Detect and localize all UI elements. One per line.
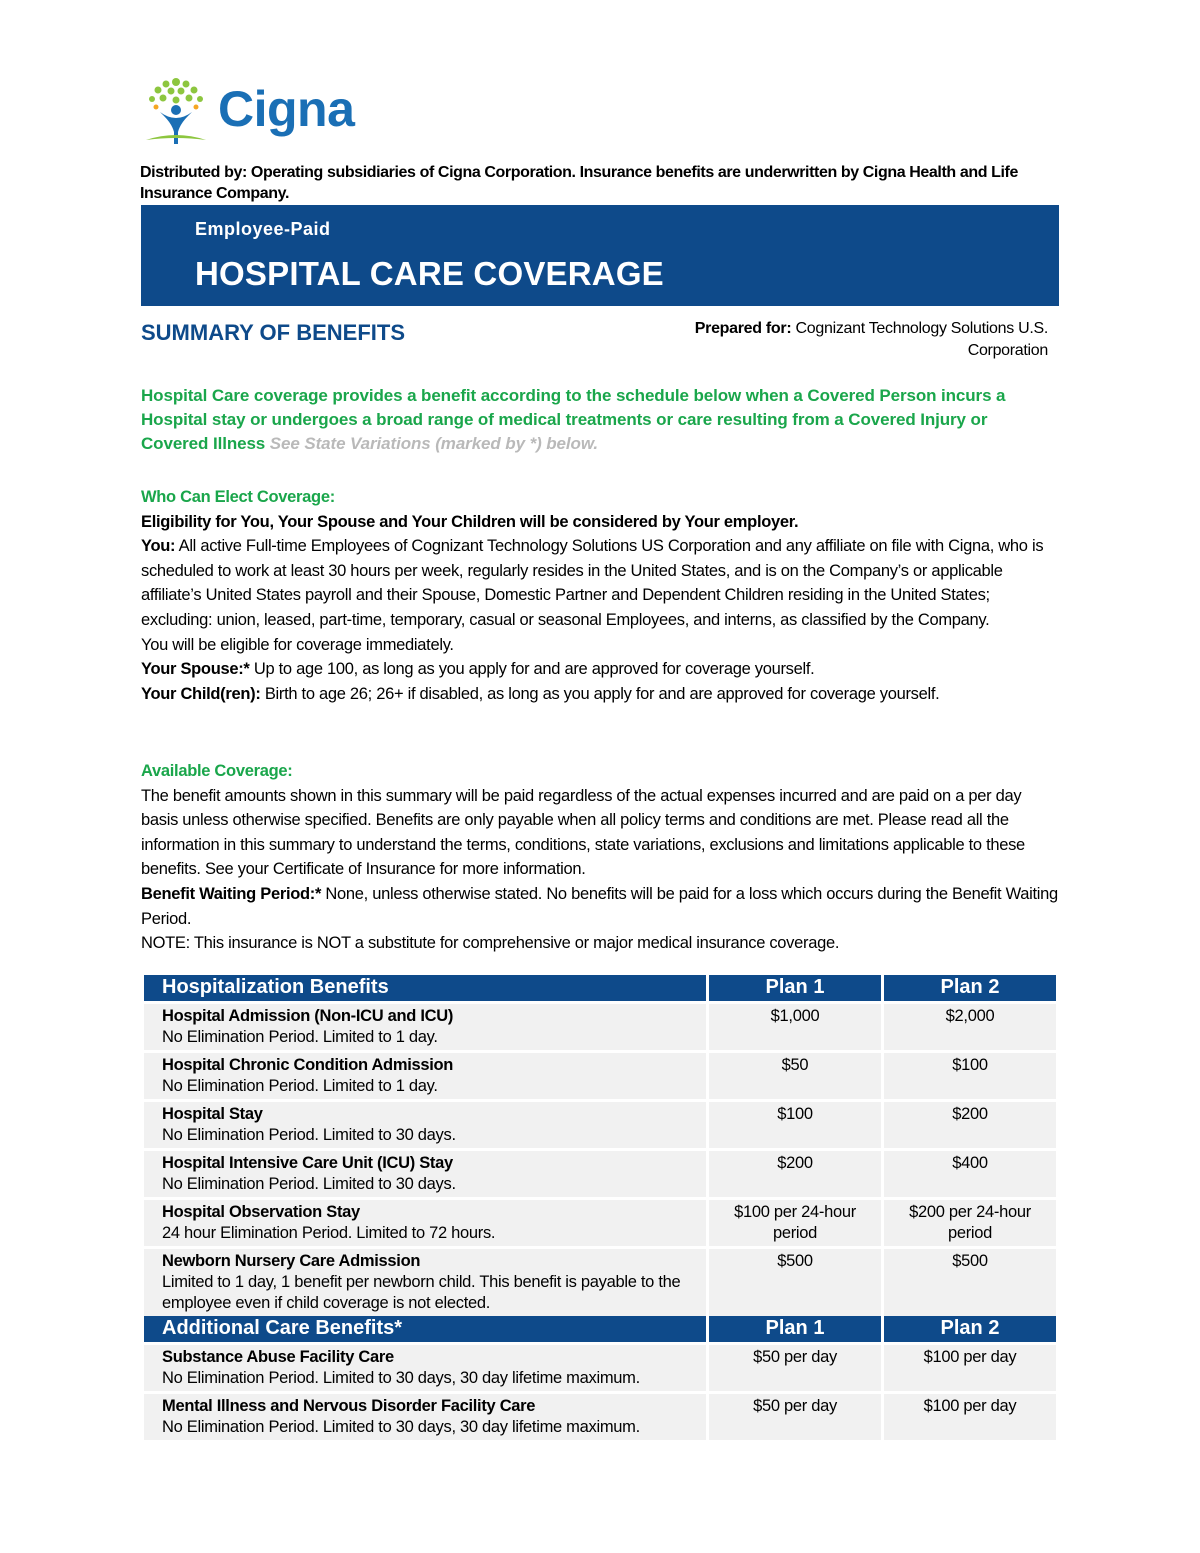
plan2-value: $400 — [884, 1151, 1056, 1197]
intro-note: See State Variations (marked by *) below. — [269, 434, 598, 453]
table-header-row — [144, 975, 1056, 1001]
coverage-note: NOTE: This insurance is NOT a substitute for comprehensive or major medical insurance coverage. — [141, 934, 840, 953]
plan1-header: Plan 1 — [709, 975, 881, 1001]
waiting-period — [141, 882, 1061, 931]
eligibility-immediate: You will be eligible for coverage immediately. — [141, 635, 454, 654]
waiting-label: Benefit Waiting Period:* — [141, 884, 322, 903]
you-label: You: — [141, 537, 176, 556]
benefit-name: Hospital Observation Stay — [162, 1203, 360, 1221]
plan1-value: $500 — [709, 1249, 881, 1316]
plan1-value: $100 — [709, 1102, 881, 1148]
benefit-description: No Elimination Period. Limited to 30 days, 30 day lifetime maximum. — [162, 1369, 640, 1387]
intro-paragraph — [141, 384, 1059, 456]
spouse-label: Your Spouse:* — [141, 660, 250, 679]
plan2-header: Plan 2 — [884, 975, 1056, 1001]
child-text: Birth to age 26; 26+ if disabled, as long as you apply for and are approved for coverage yourself. — [264, 684, 940, 703]
table-row — [144, 1151, 1056, 1197]
plan2-value: $2,000 — [884, 1004, 1056, 1050]
benefit-description: No Elimination Period. Limited to 30 days. — [162, 1175, 456, 1193]
prepared-label: Prepared for: — [694, 320, 792, 337]
additional-header: Additional Care Benefits* — [144, 1316, 706, 1342]
table-row — [144, 1249, 1056, 1316]
eligibility-statement: Eligibility for You, Your Spouse and Your Children will be considered by Your employer. — [141, 512, 799, 531]
benefit-name: Hospital Chronic Condition Admission — [162, 1056, 454, 1074]
eligibility-spouse — [141, 657, 1061, 682]
benefit-cell — [144, 1249, 706, 1316]
benefit-description: No Elimination Period. Limited to 1 day. — [162, 1077, 438, 1095]
benefit-cell — [144, 1053, 706, 1099]
plan1-value: $50 — [709, 1053, 881, 1099]
benefit-name: Hospital Intensive Care Unit (ICU) Stay — [162, 1154, 453, 1172]
benefit-cell — [144, 1200, 706, 1246]
plan2-header: Plan 2 — [884, 1316, 1056, 1342]
available-text: The benefit amounts shown in this summary will be paid regardless of the actual expenses incurred and are paid on a per day basis unless otherwise specified. Benefits are only payable when all policy terms and conditions are met. Please read all the information in this summary to understand the terms, conditions, state variations, exclusions and limitations applicable to these benefits. See your Certificate of Insurance for more information. — [141, 786, 1025, 879]
benefit-name: Substance Abuse Facility Care — [162, 1348, 394, 1366]
hospitalization-table — [141, 972, 1059, 1319]
eligibility-section — [141, 485, 1061, 706]
waiting-text: None, unless otherwise stated. No benefits will be paid for a loss which occurs during the Benefit Waiting Period. — [141, 884, 1058, 928]
plan2-value: $100 — [884, 1053, 1056, 1099]
cigna-logo — [140, 74, 370, 154]
plan2-value: $100 per day — [884, 1345, 1056, 1391]
plan2-value: $100 per day — [884, 1394, 1056, 1440]
table-header-row — [144, 1316, 1056, 1342]
benefit-name: Mental Illness and Nervous Disorder Facility Care — [162, 1397, 536, 1415]
prepared-for — [640, 318, 1048, 362]
benefit-cell — [144, 1151, 706, 1197]
distributed-by-text: Distributed by: Operating subsidiaries of Cigna Corporation. Insurance benefits are underwritten by Cigna Health and Life Insurance Company. — [140, 164, 1018, 202]
plan1-header: Plan 1 — [709, 1316, 881, 1342]
available-heading: Available Coverage: — [141, 762, 293, 780]
banner-subtitle: Employee-Paid — [195, 219, 331, 239]
spouse-text: Up to age 100, as long as you apply for and are approved for coverage yourself. — [253, 660, 815, 679]
benefit-description: No Elimination Period. Limited to 1 day. — [162, 1028, 438, 1046]
benefit-description: No Elimination Period. Limited to 30 days, 30 day lifetime maximum. — [162, 1418, 640, 1436]
eligibility-child — [141, 682, 1061, 707]
you-text: All active Full-time Employees of Cognizant Technology Solutions US Corporation and any affiliate on file with Cigna, who is scheduled to work at least 30 hours per week, regularly resides in the United States, and is on the Company’s or applicable affiliate’s United States payroll and their Spouse, Domestic Partner and Dependent Children residing in the United States; excluding: union, leased, part-time, temporary, casual or seasonal Employees, and interns, as classified by the Company. — [141, 537, 1044, 629]
benefit-cell — [144, 1394, 706, 1440]
available-section — [141, 759, 1061, 956]
benefit-description: 24 hour Elimination Period. Limited to 72 hours. — [162, 1224, 496, 1242]
logo-wordmark: Cigna — [218, 81, 355, 137]
table-row — [144, 1345, 1056, 1391]
plan1-value: $50 per day — [709, 1345, 881, 1391]
title-banner — [141, 205, 1059, 306]
hospitalization-header: Hospitalization Benefits — [144, 975, 706, 1001]
benefit-name: Newborn Nursery Care Admission — [162, 1252, 421, 1270]
summary-title: SUMMARY OF BENEFITS — [141, 320, 406, 345]
plan1-value: $1,000 — [709, 1004, 881, 1050]
benefit-cell — [144, 1102, 706, 1148]
child-label: Your Child(ren): — [141, 684, 261, 703]
plan2-value: $200 — [884, 1102, 1056, 1148]
plan2-value: $200 per 24-hour period — [884, 1200, 1056, 1246]
benefit-cell — [144, 1345, 706, 1391]
benefit-description: No Elimination Period. Limited to 30 days. — [162, 1126, 456, 1144]
benefit-cell — [144, 1004, 706, 1050]
table-row — [144, 1004, 1056, 1050]
table-row — [144, 1053, 1056, 1099]
eligibility-you — [141, 534, 1061, 632]
plan1-value: $200 — [709, 1151, 881, 1197]
table-row — [144, 1200, 1056, 1246]
eligibility-heading: Who Can Elect Coverage: — [141, 488, 335, 506]
plan1-value: $100 per 24-hour period — [709, 1200, 881, 1246]
intro-text: Hospital Care coverage provides a benefit according to the schedule below when a Covered Person incurs a Hospital stay or undergoes a broad range of medical treatments or care resulting from a Covered Injury or Covered Illness — [141, 386, 1006, 453]
additional-table — [141, 1313, 1059, 1443]
plan2-value: $500 — [884, 1249, 1056, 1316]
banner-title: HOSPITAL CARE COVERAGE — [195, 255, 664, 292]
tree-of-life-icon — [140, 74, 212, 150]
benefit-name: Hospital Stay — [162, 1105, 263, 1123]
benefit-name: Hospital Admission (Non-ICU and ICU) — [162, 1007, 454, 1025]
benefit-description: Limited to 1 day, 1 benefit per newborn child. This benefit is payable to the employee even if child coverage is not elected. — [162, 1273, 681, 1312]
table-row — [144, 1394, 1056, 1440]
plan1-value: $50 per day — [709, 1394, 881, 1440]
prepared-value: Cognizant Technology Solutions U.S. Corporation — [795, 320, 1048, 359]
table-row — [144, 1102, 1056, 1148]
